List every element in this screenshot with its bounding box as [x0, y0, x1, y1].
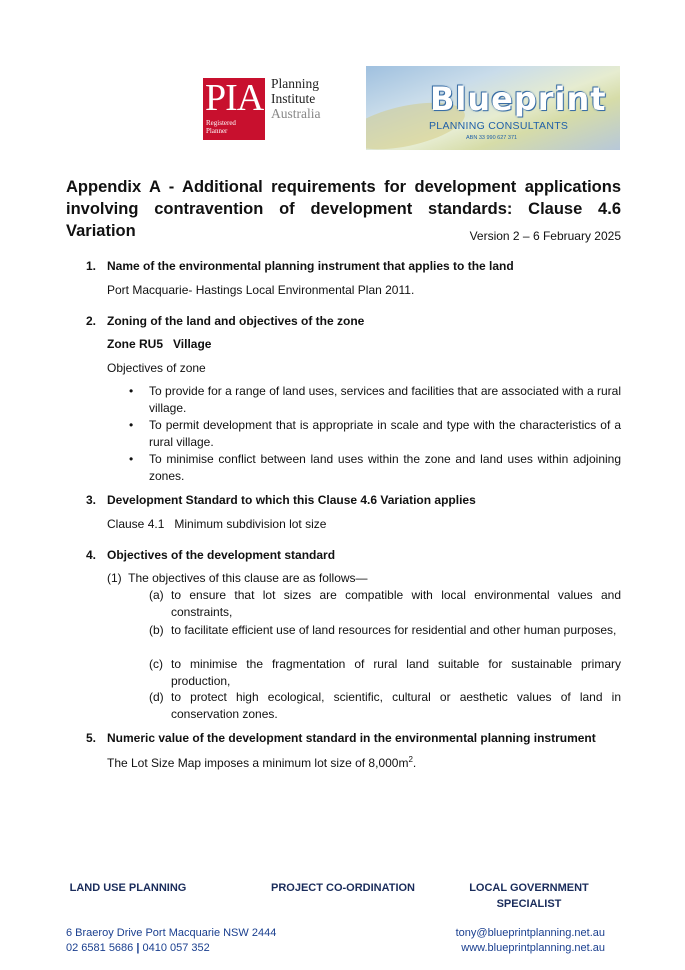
document-title: Appendix A - Additional requirements for development applications involving contravention of development standards: Clause 4.6 Variation	[66, 178, 621, 240]
pia-name-line3: Australia	[271, 106, 321, 121]
superscript: 2	[408, 755, 413, 764]
footer-email[interactable]: tony@blueprintplanning.net.au	[455, 927, 605, 939]
section-1-text: Port Macquarie- Hastings Local Environmental Plan 2011.	[107, 283, 415, 297]
blueprint-title: Blueprint	[430, 80, 607, 118]
footer-phone-2: 0410 057 352	[142, 942, 210, 954]
footer-col3-line2: SPECIALIST	[496, 898, 562, 910]
footer-phone-separator: |	[136, 942, 140, 954]
objectives-label: Objectives of zone	[107, 361, 206, 375]
section-2-number: 2.	[86, 314, 97, 328]
objective-bullet-1: To provide for a range of land uses, services and facilities that are associated with a rural village.	[149, 384, 621, 415]
section-5-text-end: .	[412, 756, 417, 770]
footer-address-block	[66, 926, 276, 956]
section-3-text: Clause 4.1 Minimum subdivision lot size	[107, 517, 327, 531]
section-3-heading: Development Standard to which this Clause 4.6 Variation applies	[107, 493, 476, 507]
bullet-dot: •	[129, 384, 134, 398]
bullet-dot: •	[129, 418, 134, 432]
section-1-number: 1.	[86, 259, 97, 273]
section-5-text	[107, 755, 416, 770]
pia-logo	[203, 78, 333, 140]
section-4-heading: Objectives of the development standard	[107, 548, 336, 562]
footer-phones	[66, 941, 276, 956]
pia-logo-box	[203, 78, 265, 140]
pia-registered: Registered Planner	[206, 119, 236, 135]
section-5-number: 5.	[86, 731, 97, 745]
blueprint-subtitle: PLANNING CONSULTANTS	[429, 120, 569, 132]
footer-project-coordination: PROJECT CO-ORDINATION	[270, 882, 416, 894]
footer-land-use-planning: LAND USE PLANNING	[69, 882, 187, 894]
section-5-heading: Numeric value of the development standard in the environmental planning instrument	[107, 731, 596, 745]
section-3-number: 3.	[86, 493, 97, 507]
footer-col3-line1: LOCAL GOVERNMENT	[469, 882, 589, 894]
footer-phone-1: 02 6581 5686	[66, 942, 134, 954]
section-1-heading: Name of the environmental planning instrument that applies to the land	[107, 259, 514, 273]
section-4-number: 4.	[86, 548, 97, 562]
zone-label: Zone RU5 Village	[107, 337, 212, 351]
bullet-dot: •	[129, 452, 134, 466]
document-version: Version 2 – 6 February 2025	[469, 229, 621, 243]
section-2-heading: Zoning of the land and objectives of the zone	[107, 314, 365, 328]
pia-name-line2: Institute	[271, 91, 316, 106]
item-c-text: to minimise the fragmentation of rural land suitable for sustainable primary production,	[171, 657, 621, 688]
item-a-label: (a)	[149, 588, 164, 602]
blueprint-logo	[366, 66, 620, 150]
item-a-text: to ensure that lot sizes are compatible with local environmental values and constraints,	[171, 588, 621, 619]
footer-website[interactable]: www.blueprintplanning.net.au	[461, 942, 605, 954]
section-4-intro: (1) The objectives of this clause are as follows—	[107, 571, 368, 585]
item-b-text: to facilitate efficient use of land resources for residential and other human purposes,	[171, 623, 617, 637]
section-5-text-main: The Lot Size Map imposes a minimum lot size of 8,000m	[107, 756, 409, 770]
blueprint-abn: ABN 33 990 627 371	[466, 135, 518, 141]
item-b-label: (b)	[149, 623, 164, 637]
item-c-label: (c)	[149, 657, 163, 671]
objective-bullet-2: To permit development that is appropriate in scale and type with the characteristics of a rural village.	[149, 418, 621, 449]
item-d-text: to protect high ecological, scientific, cultural or aesthetic values of land in conservation zones.	[171, 690, 621, 721]
pia-name-line1: Planning	[271, 76, 320, 91]
pia-letters: PIA	[205, 77, 264, 119]
footer-contact-block	[456, 926, 605, 956]
objective-bullet-3: To minimise conflict between land uses within the zone and land uses within adjoining zones.	[149, 452, 621, 483]
pia-name	[271, 76, 321, 121]
footer-local-government	[462, 880, 596, 912]
footer-address: 6 Braeroy Drive Port Macquarie NSW 2444	[66, 927, 277, 939]
item-d-label: (d)	[149, 690, 164, 704]
